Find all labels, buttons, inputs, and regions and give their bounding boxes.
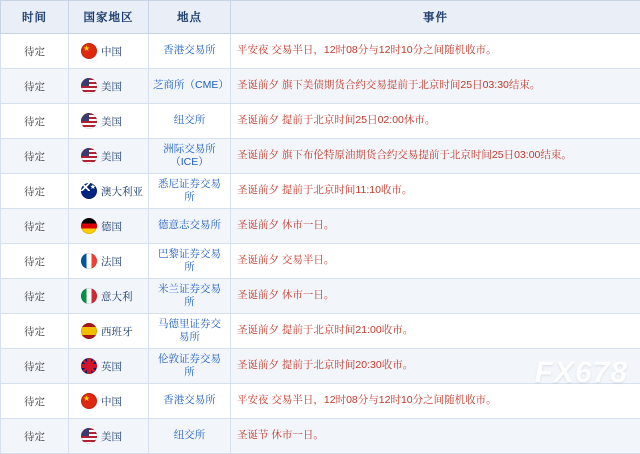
country-cell-content: [73, 393, 144, 409]
us-flag-icon: [81, 428, 97, 444]
country-label: 西班牙: [101, 324, 133, 339]
table-row: [1, 419, 640, 454]
country-cell-content: [73, 428, 144, 444]
cell-time: 待定: [1, 209, 69, 244]
country-cell-content: [73, 358, 144, 374]
de-flag-icon: [81, 218, 97, 234]
us-flag-icon: [81, 148, 97, 164]
country-cell-content: [73, 323, 144, 339]
cell-time: 待定: [1, 314, 69, 349]
country-cell-content: [73, 78, 144, 94]
country-label: 美国: [101, 149, 122, 164]
cell-country: [69, 279, 149, 314]
cell-country: [69, 69, 149, 104]
gb-flag-icon: [81, 358, 97, 374]
cell-venue: 巴黎证券交易所: [149, 244, 231, 279]
cell-country: [69, 419, 149, 454]
country-cell-content: [73, 183, 144, 199]
column-header-time: 时间: [1, 1, 69, 34]
column-header-country: 国家地区: [69, 1, 149, 34]
cell-event: 圣诞前夕 旗下布伦特原油期货合约交易提前于北京时间25日03:00结束。: [231, 139, 640, 174]
table-header: [1, 1, 640, 34]
cell-time: 待定: [1, 349, 69, 384]
cell-country: [69, 349, 149, 384]
country-cell-content: [73, 253, 144, 269]
cell-event: 圣诞节 休市一日。: [231, 419, 640, 454]
cell-time: 待定: [1, 139, 69, 174]
table-row: [1, 209, 640, 244]
cell-country: [69, 209, 149, 244]
country-label: 美国: [101, 429, 122, 444]
country-cell-content: [73, 288, 144, 304]
cell-event: 圣诞前夕 提前于北京时间11:10收市。: [231, 174, 640, 209]
fr-flag-icon: [81, 253, 97, 269]
cell-time: 待定: [1, 174, 69, 209]
table-row: [1, 244, 640, 279]
cell-time: 待定: [1, 34, 69, 69]
cell-venue: 香港交易所: [149, 34, 231, 69]
table-row: [1, 34, 640, 69]
country-label: 法国: [101, 254, 122, 269]
cell-event: 圣诞前夕 旗下美债期货合约交易提前于北京时间25日03:30结束。: [231, 69, 640, 104]
table-row: [1, 174, 640, 209]
cell-country: [69, 244, 149, 279]
table-body: [1, 34, 640, 454]
us-flag-icon: [81, 78, 97, 94]
cell-event: 圣诞前夕 休市一日。: [231, 279, 640, 314]
country-label: 澳大利亚: [101, 184, 143, 199]
cell-time: 待定: [1, 69, 69, 104]
cell-venue: 米兰证券交易所: [149, 279, 231, 314]
cell-venue: 洲际交易所（ICE）: [149, 139, 231, 174]
cell-event: 圣诞前夕 交易半日。: [231, 244, 640, 279]
cell-event: 圣诞前夕 提前于北京时间21:00收市。: [231, 314, 640, 349]
table-row: [1, 139, 640, 174]
au-flag-icon: [81, 183, 97, 199]
country-label: 中国: [101, 44, 122, 59]
watermark-logo: FX678: [535, 356, 628, 390]
table-row: [1, 104, 640, 139]
cell-event: 平安夜 交易半日，12时08分与12时10分之间随机收市。: [231, 384, 640, 419]
column-header-event: 事件: [231, 1, 640, 34]
cell-venue: 纽交所: [149, 419, 231, 454]
cell-venue: 伦敦证券交易所: [149, 349, 231, 384]
cell-country: [69, 34, 149, 69]
cell-event: 圣诞前夕 提前于北京时间20:30收市。: [231, 349, 640, 384]
cell-time: 待定: [1, 384, 69, 419]
cell-time: 待定: [1, 104, 69, 139]
cell-country: [69, 174, 149, 209]
it-flag-icon: [81, 288, 97, 304]
table-row: [1, 279, 640, 314]
cn-flag-icon: [81, 393, 97, 409]
cell-country: [69, 104, 149, 139]
country-label: 意大利: [101, 289, 133, 304]
country-label: 德国: [101, 219, 122, 234]
country-cell-content: [73, 113, 144, 129]
cell-venue: 香港交易所: [149, 384, 231, 419]
cell-time: 待定: [1, 419, 69, 454]
country-label: 美国: [101, 79, 122, 94]
cell-venue: 马德里证券交易所: [149, 314, 231, 349]
country-label: 美国: [101, 114, 122, 129]
column-header-venue: 地点: [149, 1, 231, 34]
cn-flag-icon: [81, 43, 97, 59]
us-flag-icon: [81, 113, 97, 129]
country-label: 英国: [101, 359, 122, 374]
table-row: [1, 384, 640, 419]
table-row: [1, 314, 640, 349]
cell-venue: 悉尼证券交易所: [149, 174, 231, 209]
cell-venue: 德意志交易所: [149, 209, 231, 244]
es-flag-icon: [81, 323, 97, 339]
cell-country: [69, 139, 149, 174]
cell-venue: 芝商所（CME）: [149, 69, 231, 104]
cell-country: [69, 384, 149, 419]
cell-event: 平安夜 交易半日，12时08分与12时10分之间随机收市。: [231, 34, 640, 69]
table-header-row: [1, 1, 640, 34]
country-cell-content: [73, 43, 144, 59]
cell-time: 待定: [1, 244, 69, 279]
table-row: [1, 349, 640, 384]
country-cell-content: [73, 218, 144, 234]
cell-time: 待定: [1, 279, 69, 314]
country-label: 中国: [101, 394, 122, 409]
table-row: [1, 69, 640, 104]
cell-event: 圣诞前夕 提前于北京时间25日02:00休市。: [231, 104, 640, 139]
cell-venue: 纽交所: [149, 104, 231, 139]
cell-country: [69, 314, 149, 349]
country-cell-content: [73, 148, 144, 164]
cell-event: 圣诞前夕 休市一日。: [231, 209, 640, 244]
